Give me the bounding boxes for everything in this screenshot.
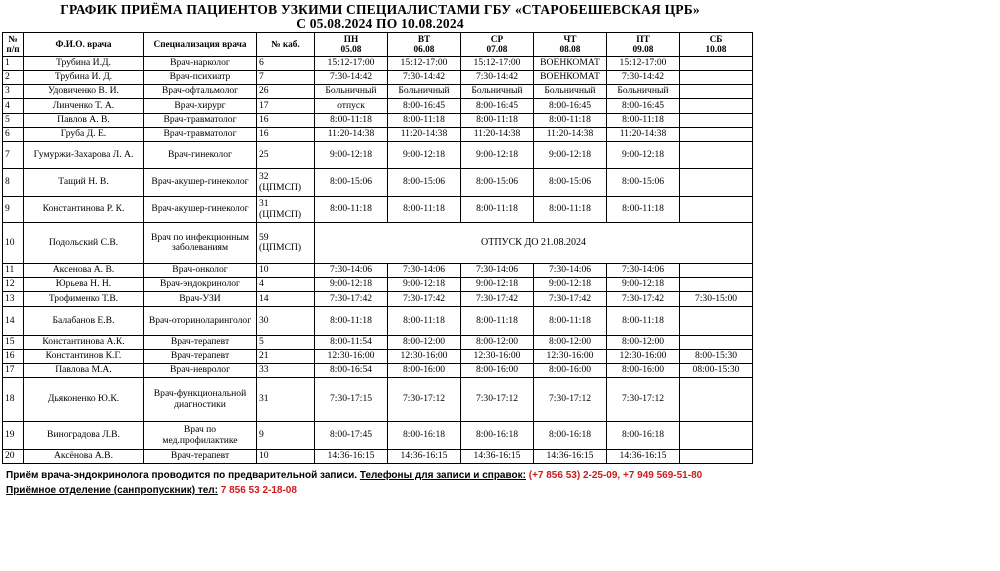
row-number: 3 — [3, 85, 24, 99]
table-row — [3, 350, 753, 364]
schedule-cell: ВОЕНКОМАТ — [534, 71, 607, 85]
schedule-cell: 8:00-11:18 — [388, 307, 461, 336]
doctor-name: Константинов К.Г. — [24, 350, 144, 364]
table-header-row — [3, 33, 753, 57]
schedule-cell: 8:00-16:54 — [315, 364, 388, 378]
doctor-specialization: Врач-оториноларинголог — [144, 307, 257, 336]
schedule-cell: 8:00-12:00 — [607, 336, 680, 350]
schedule-cell: 8:00-16:45 — [388, 99, 461, 114]
row-number: 1 — [3, 57, 24, 71]
schedule-cell: 8:00-11:18 — [534, 197, 607, 223]
schedule-cell: Больничный — [461, 85, 534, 99]
doctor-name: Виноградова Л.В. — [24, 422, 144, 450]
doctor-specialization: Врач-УЗИ — [144, 292, 257, 307]
schedule-cell: 11:20-14:38 — [534, 128, 607, 142]
header-spec: Специализация врача — [144, 33, 257, 57]
cabinet-number: 14 — [257, 292, 315, 307]
schedule-cell: 8:00-16:00 — [607, 364, 680, 378]
schedule-cell — [680, 85, 753, 99]
schedule-cell: ВОЕНКОМАТ — [534, 57, 607, 71]
row-number: 15 — [3, 336, 24, 350]
doctor-specialization: Врач-акушер-гинеколог — [144, 197, 257, 223]
doctor-specialization: Врач-терапевт — [144, 450, 257, 464]
schedule-cell — [680, 378, 753, 422]
table-row — [3, 142, 753, 169]
schedule-cell: 8:00-11:18 — [534, 307, 607, 336]
schedule-cell: 8:00-11:18 — [607, 197, 680, 223]
schedule-cell: 8:00-11:54 — [315, 336, 388, 350]
schedule-cell: 7:30-15:00 — [680, 292, 753, 307]
schedule-cell: 8:00-11:18 — [461, 114, 534, 128]
schedule-cell — [680, 57, 753, 71]
doctor-name: Гумуржи-Захарова Л. А. — [24, 142, 144, 169]
row-number: 6 — [3, 128, 24, 142]
schedule-cell: 7:30-17:42 — [315, 292, 388, 307]
schedule-cell — [680, 169, 753, 197]
table-row — [3, 264, 753, 278]
schedule-cell: 7:30-14:06 — [388, 264, 461, 278]
doctor-specialization: Врач-офтальмолог — [144, 85, 257, 99]
table-row — [3, 278, 753, 292]
schedule-cell: 9:00-12:18 — [534, 278, 607, 292]
header-day: СБ 10.08 — [680, 33, 753, 57]
schedule-cell: 9:00-12:18 — [315, 278, 388, 292]
schedule-cell: 7:30-14:42 — [461, 71, 534, 85]
schedule-cell: 11:20-14:38 — [461, 128, 534, 142]
schedule-cell: 8:00-11:18 — [607, 307, 680, 336]
schedule-cell: 7:30-17:12 — [388, 378, 461, 422]
schedule-cell: 8:00-11:18 — [607, 114, 680, 128]
schedule-cell: 8:00-17:45 — [315, 422, 388, 450]
row-number: 4 — [3, 99, 24, 114]
cabinet-number: 33 — [257, 364, 315, 378]
reception-phone: 7 856 53 2-18-08 — [220, 485, 297, 496]
row-number: 18 — [3, 378, 24, 422]
cabinet-number: 16 — [257, 114, 315, 128]
schedule-cell: 8:00-11:18 — [461, 307, 534, 336]
schedule-cell: 7:30-17:42 — [607, 292, 680, 307]
cabinet-number: 30 — [257, 307, 315, 336]
doctor-specialization: Врач-эндокринолог — [144, 278, 257, 292]
schedule-cell: 08:00-15:30 — [680, 364, 753, 378]
schedule-cell: 12:30-16:00 — [315, 350, 388, 364]
schedule-cell: 8:00-11:18 — [315, 114, 388, 128]
table-row — [3, 307, 753, 336]
schedule-cell: 8:00-11:18 — [388, 197, 461, 223]
doctor-specialization: Врач-функциональной диагностики — [144, 378, 257, 422]
schedule-cell: 8:00-11:18 — [315, 197, 388, 223]
cabinet-number: 59 (ЦПМСП) — [257, 223, 315, 264]
schedule-cell: 7:30-17:42 — [461, 292, 534, 307]
cabinet-number: 6 — [257, 57, 315, 71]
schedule-cell: 7:30-14:06 — [534, 264, 607, 278]
header-day: ВТ 06.08 — [388, 33, 461, 57]
cabinet-number: 4 — [257, 278, 315, 292]
row-number: 7 — [3, 142, 24, 169]
notes-line-1 — [6, 470, 746, 482]
schedule-cell: 7:30-17:12 — [607, 378, 680, 422]
schedule-cell — [680, 114, 753, 128]
schedule-cell: 15:12-17:00 — [315, 57, 388, 71]
doctor-name: Аксенова А. В. — [24, 264, 144, 278]
schedule-cell: 7:30-14:06 — [315, 264, 388, 278]
doctor-name: Подольский С.В. — [24, 223, 144, 264]
schedule-cell: 7:30-17:42 — [388, 292, 461, 307]
schedule-cell: 8:00-16:45 — [607, 99, 680, 114]
schedule-cell — [680, 450, 753, 464]
cabinet-number: 17 — [257, 99, 315, 114]
header-num: № п/п — [3, 33, 24, 57]
cabinet-number: 31 (ЦПМСП) — [257, 197, 315, 223]
doctor-name: Груба Д. Е. — [24, 128, 144, 142]
schedule-cell: 8:00-11:18 — [461, 197, 534, 223]
row-number: 12 — [3, 278, 24, 292]
schedule-cell: 7:30-14:42 — [315, 71, 388, 85]
schedule-cell: 8:00-15:06 — [607, 169, 680, 197]
row-number: 11 — [3, 264, 24, 278]
schedule-cell: 8:00-12:00 — [534, 336, 607, 350]
schedule-cell: 8:00-16:00 — [388, 364, 461, 378]
notes-block — [6, 470, 746, 497]
schedule-cell: Больничный — [607, 85, 680, 99]
schedule-cell: 14:36-16:15 — [461, 450, 534, 464]
schedule-cell — [680, 278, 753, 292]
schedule-cell: Больничный — [315, 85, 388, 99]
schedule-cell: 9:00-12:18 — [461, 278, 534, 292]
doctor-name: Павлов А. В. — [24, 114, 144, 128]
doctor-name: Константинова А.К. — [24, 336, 144, 350]
header-day: СР 07.08 — [461, 33, 534, 57]
table-row — [3, 57, 753, 71]
table-row — [3, 450, 753, 464]
cabinet-number: 25 — [257, 142, 315, 169]
schedule-cell — [680, 71, 753, 85]
row-number: 13 — [3, 292, 24, 307]
cabinet-number: 31 — [257, 378, 315, 422]
schedule-body — [3, 57, 753, 464]
cabinet-number: 26 — [257, 85, 315, 99]
doctor-name: Линченко Т. А. — [24, 99, 144, 114]
table-row — [3, 71, 753, 85]
cabinet-number: 16 — [257, 128, 315, 142]
table-row — [3, 422, 753, 450]
cabinet-number: 32 (ЦПМСП) — [257, 169, 315, 197]
doctor-specialization: Врач по инфекционным заболеваниям — [144, 223, 257, 264]
header-cab: № каб. — [257, 33, 315, 57]
schedule-cell: 8:00-15:06 — [315, 169, 388, 197]
row-number: 14 — [3, 307, 24, 336]
schedule-cell: 9:00-12:18 — [607, 142, 680, 169]
cabinet-number: 5 — [257, 336, 315, 350]
row-number: 8 — [3, 169, 24, 197]
schedule-cell: 9:00-12:18 — [388, 142, 461, 169]
schedule-cell: 8:00-12:00 — [461, 336, 534, 350]
schedule-cell: 7:30-14:42 — [388, 71, 461, 85]
table-row — [3, 378, 753, 422]
schedule-cell: 9:00-12:18 — [388, 278, 461, 292]
header-name: Ф.И.О. врача — [24, 33, 144, 57]
notes-line-2 — [6, 485, 746, 497]
doctor-specialization: Врач-невролог — [144, 364, 257, 378]
header-day: ЧТ 08.08 — [534, 33, 607, 57]
doctor-name: Балабанов Е.В. — [24, 307, 144, 336]
schedule-cell: 9:00-12:18 — [534, 142, 607, 169]
doctor-name: Константинова Р. К. — [24, 197, 144, 223]
phones-label: Телефоны для записи и справок: — [359, 470, 526, 481]
row-number: 9 — [3, 197, 24, 223]
schedule-cell: 9:00-12:18 — [607, 278, 680, 292]
vacation-note: ОТПУСК ДО 21.08.2024 — [315, 223, 753, 264]
doctor-name: Трубина И. Д. — [24, 71, 144, 85]
row-number: 16 — [3, 350, 24, 364]
schedule-cell: 8:00-16:00 — [461, 364, 534, 378]
schedule-cell: 8:00-16:18 — [607, 422, 680, 450]
row-number: 5 — [3, 114, 24, 128]
reception-label: Приёмное отделение (санпропускник) тел: — [6, 485, 218, 496]
schedule-title: ГРАФИК ПРИЁМА ПАЦИЕНТОВ УЗКИМИ СПЕЦИАЛИСТАМИ ГБУ «СТАРОБЕШЕВСКАЯ ЦРБ» — [60, 2, 700, 17]
schedule-cell: Больничный — [534, 85, 607, 99]
doctor-specialization: Врач-нарколог — [144, 57, 257, 71]
schedule-cell: Больничный — [388, 85, 461, 99]
row-number: 10 — [3, 223, 24, 264]
schedule-cell: 8:00-15:06 — [461, 169, 534, 197]
schedule-cell — [680, 336, 753, 350]
schedule-cell: 9:00-12:18 — [315, 142, 388, 169]
header-day: ПТ 09.08 — [607, 33, 680, 57]
row-number: 17 — [3, 364, 24, 378]
table-row — [3, 99, 753, 114]
schedule-cell: 15:12-17:00 — [388, 57, 461, 71]
schedule-cell: 12:30-16:00 — [461, 350, 534, 364]
schedule-cell: 11:20-14:38 — [315, 128, 388, 142]
doctor-name: Трубина И.Д. — [24, 57, 144, 71]
schedule-cell: 8:00-11:18 — [388, 114, 461, 128]
doctor-specialization: Врач по мед.профилактике — [144, 422, 257, 450]
cabinet-number: 10 — [257, 264, 315, 278]
cabinet-number: 21 — [257, 350, 315, 364]
row-number: 2 — [3, 71, 24, 85]
schedule-cell — [680, 142, 753, 169]
doctor-specialization: Врач-психиатр — [144, 71, 257, 85]
schedule-cell: 12:30-16:00 — [607, 350, 680, 364]
doctor-specialization: Врач-терапевт — [144, 350, 257, 364]
table-row — [3, 169, 753, 197]
doctor-specialization: Врач-хирург — [144, 99, 257, 114]
schedule-cell: 8:00-12:00 — [388, 336, 461, 350]
schedule-cell: 7:30-17:12 — [461, 378, 534, 422]
table-row — [3, 336, 753, 350]
doctor-specialization: Врач-гинеколог — [144, 142, 257, 169]
schedule-cell — [680, 197, 753, 223]
schedule-cell: 7:30-17:12 — [534, 378, 607, 422]
table-row — [3, 128, 753, 142]
doctor-name: Дьяконенко Ю.К. — [24, 378, 144, 422]
table-row — [3, 114, 753, 128]
schedule-cell: 12:30-16:00 — [534, 350, 607, 364]
schedule-cell: 7:30-17:42 — [534, 292, 607, 307]
doctor-specialization: Врач-травматолог — [144, 128, 257, 142]
schedule-cell: 7:30-17:15 — [315, 378, 388, 422]
schedule-cell: 14:36-16:15 — [607, 450, 680, 464]
doctor-name: Тащий Н. В. — [24, 169, 144, 197]
schedule-cell: 8:00-16:00 — [534, 364, 607, 378]
schedule-cell — [680, 99, 753, 114]
schedule-cell: 8:00-16:18 — [534, 422, 607, 450]
schedule-cell: 7:30-14:06 — [607, 264, 680, 278]
schedule-cell: отпуск — [315, 99, 388, 114]
schedule-cell: 8:00-11:18 — [315, 307, 388, 336]
schedule-cell: 9:00-12:18 — [461, 142, 534, 169]
schedule-cell — [680, 264, 753, 278]
table-row — [3, 292, 753, 307]
doctor-name: Удовиченко В. И. — [24, 85, 144, 99]
doctor-name: Трофименко Т.В. — [24, 292, 144, 307]
cabinet-number: 9 — [257, 422, 315, 450]
schedule-cell: 14:36-16:15 — [388, 450, 461, 464]
doctor-name: Аксёнова А.В. — [24, 450, 144, 464]
schedule-period: С 05.08.2024 ПО 10.08.2024 — [296, 16, 464, 31]
schedule-cell — [680, 307, 753, 336]
row-number: 20 — [3, 450, 24, 464]
schedule-cell: 11:20-14:38 — [388, 128, 461, 142]
cabinet-number: 10 — [257, 450, 315, 464]
doctor-specialization: Врач-травматолог — [144, 114, 257, 128]
cabinet-number: 7 — [257, 71, 315, 85]
doctor-specialization: Врач-терапевт — [144, 336, 257, 350]
schedule-cell: 8:00-15:06 — [534, 169, 607, 197]
schedule-cell: 15:12-17:00 — [607, 57, 680, 71]
schedule-cell: 8:00-16:45 — [534, 99, 607, 114]
schedule-table — [2, 32, 753, 464]
endocrinologist-note: Приём врача-эндокринолога проводится по предварительной записи. — [6, 470, 358, 481]
table-row — [3, 85, 753, 99]
schedule-cell: 12:30-16:00 — [388, 350, 461, 364]
schedule-cell: 8:00-15:06 — [388, 169, 461, 197]
table-row — [3, 364, 753, 378]
schedule-cell: 8:00-16:18 — [388, 422, 461, 450]
doctor-specialization: Врач-акушер-гинеколог — [144, 169, 257, 197]
schedule-cell: 7:30-14:42 — [607, 71, 680, 85]
doctor-name: Юрьева Н. Н. — [24, 278, 144, 292]
row-number: 19 — [3, 422, 24, 450]
schedule-cell: 15:12-17:00 — [461, 57, 534, 71]
table-row — [3, 223, 753, 264]
schedule-cell: 14:36-16:15 — [315, 450, 388, 464]
schedule-cell — [680, 422, 753, 450]
table-row — [3, 197, 753, 223]
schedule-cell: 8:00-16:45 — [461, 99, 534, 114]
phones-value: (+7 856 53) 2-25-09, +7 949 569-51-80 — [528, 470, 703, 481]
schedule-cell: 7:30-14:06 — [461, 264, 534, 278]
schedule-cell: 8:00-11:18 — [534, 114, 607, 128]
schedule-cell: 8:00-16:18 — [461, 422, 534, 450]
schedule-cell — [680, 128, 753, 142]
schedule-cell: 14:36-16:15 — [534, 450, 607, 464]
doctor-specialization: Врач-онколог — [144, 264, 257, 278]
doctor-name: Павлова М.А. — [24, 364, 144, 378]
header-day: ПН 05.08 — [315, 33, 388, 57]
schedule-cell: 8:00-15:30 — [680, 350, 753, 364]
schedule-cell: 11:20-14:38 — [607, 128, 680, 142]
